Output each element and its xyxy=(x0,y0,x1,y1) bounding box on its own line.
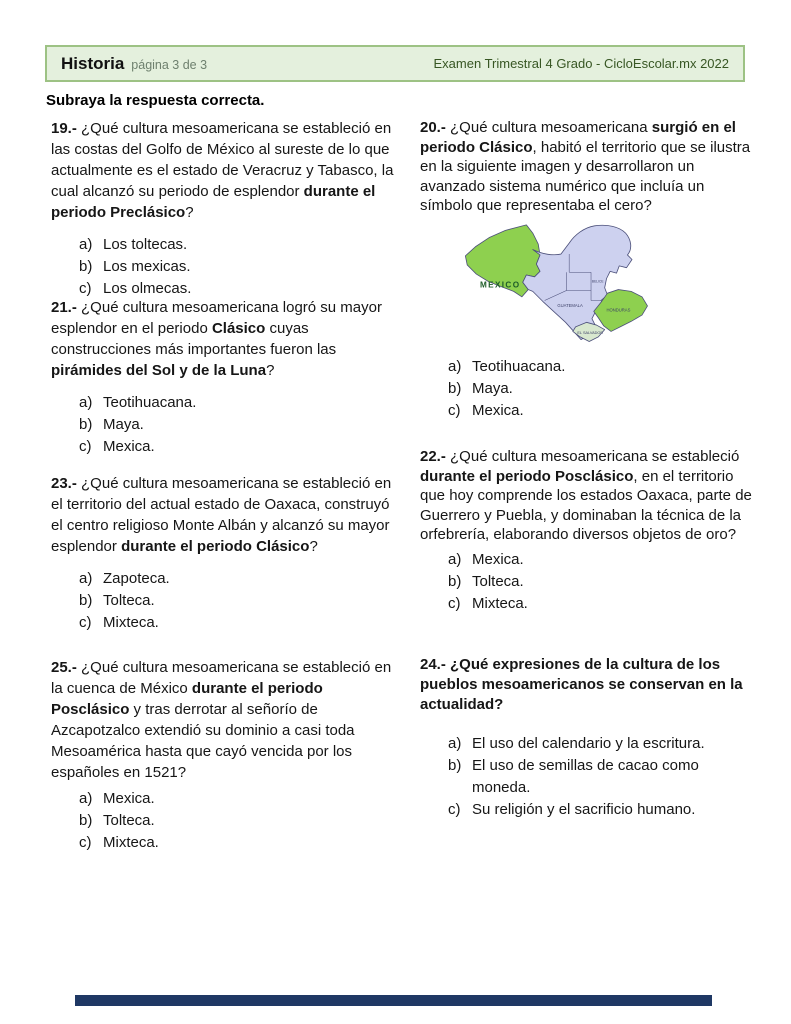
question-25 xyxy=(51,657,403,854)
option-text: Los mexicas. xyxy=(103,258,191,275)
option-letter: b) xyxy=(79,258,93,275)
option-letter: b) xyxy=(79,592,93,609)
question-22-option-a[interactable] xyxy=(448,549,752,571)
question-21-option-c[interactable] xyxy=(79,436,403,458)
option-text: Su religión y el sacrificio humano. xyxy=(472,801,696,818)
option-letter: a) xyxy=(79,570,93,587)
question-22-options xyxy=(420,549,752,615)
option-letter: c) xyxy=(79,438,92,455)
question-20-option-a[interactable] xyxy=(448,356,752,378)
question-22-text: 22.- ¿Qué cultura mesoamericana se estableció durante el periodo Posclásico, en el territorio que hoy comprende los estados Oaxaca, parte de Guerrero y Puebla, y dominaban la técnica de la orfebrería, elaborando diversos objetos de oro? xyxy=(420,448,752,543)
option-text: Teotihuacana. xyxy=(103,394,197,411)
option-letter: c) xyxy=(448,401,461,419)
option-text: Mexica. xyxy=(472,401,524,419)
question-24 xyxy=(420,655,752,821)
mexico-label: MEXICO xyxy=(479,280,521,290)
question-19-option-a[interactable] xyxy=(79,234,403,256)
question-19-text: 19.- ¿Qué cultura mesoamericana se estableció en las costas del Golfo de México al sureste de lo que actualmente es el estado de Veracruz y Tabasco, la cual alcanzó su periodo de esplendor durante el periodo Preclásico? xyxy=(51,120,394,221)
question-21-text: 21.- ¿Qué cultura mesoamericana logró su mayor esplendor en el periodo Clásico cuyas construcciones más importantes fueron las pirámides del Sol y de la Luna? xyxy=(51,299,382,379)
question-21-options xyxy=(51,392,403,458)
question-21-option-b[interactable] xyxy=(79,414,403,436)
question-25-options xyxy=(51,788,403,854)
option-letter: b) xyxy=(448,379,462,397)
question-20-option-b[interactable] xyxy=(448,378,752,400)
option-letter: a) xyxy=(448,357,462,375)
option-text: Maya. xyxy=(472,379,513,397)
question-23-options xyxy=(51,568,403,634)
option-text: Mixteca. xyxy=(472,594,528,612)
question-20-option-c[interactable] xyxy=(448,400,752,422)
question-24-option-a[interactable] xyxy=(448,733,752,755)
option-letter: b) xyxy=(79,416,93,433)
option-text: Los olmecas. xyxy=(103,280,192,297)
subject-title: Historia xyxy=(61,53,125,73)
option-text: El uso de semillas de cacao como moneda. xyxy=(472,757,699,796)
question-25-option-b[interactable] xyxy=(79,810,403,832)
question-22-option-b[interactable] xyxy=(448,571,752,593)
question-20-options xyxy=(420,356,752,422)
question-21-option-a[interactable] xyxy=(79,392,403,414)
header-left xyxy=(61,54,207,74)
option-letter: c) xyxy=(79,280,92,297)
question-21 xyxy=(51,297,403,458)
option-letter: b) xyxy=(448,757,462,774)
option-text: Teotihuacana. xyxy=(472,357,566,375)
question-23-text: 23.- ¿Qué cultura mesoamericana se estableció en el territorio del actual estado de Oaxaca, construyó el centro religioso Monte Albán y alcanzó su mayor esplendor durante el periodo Clásico? xyxy=(51,475,392,555)
question-24-options xyxy=(420,733,752,821)
question-19-options xyxy=(51,234,403,300)
question-23 xyxy=(51,473,403,634)
question-19-option-b[interactable] xyxy=(79,256,403,278)
option-text: Mexica. xyxy=(103,438,155,455)
question-24-text: 24.- ¿Qué expresiones de la cultura de los pueblos mesoamericanos se conservan en la actualidad? xyxy=(420,656,743,713)
question-20-text: 20.- ¿Qué cultura mesoamericana surgió en el periodo Clásico, habitó el territorio que se ilustra en la siguiente imagen y desarrollaron un avanzado sistema numérico que incluía un símbolo que representaba el cero? xyxy=(420,119,751,214)
question-25-option-c[interactable] xyxy=(79,832,403,854)
exam-title: Examen Trimestral 4 Grado - CicloEscolar.mx 2022 xyxy=(433,56,729,71)
question-25-text: 25.- ¿Qué cultura mesoamericana se estableció en la cuenca de México durante el periodo Posclásico y tras derrotar al señorío de Azcapotzalco extendió su dominio a casi toda Mesoamérica hasta que cayó vencida por los españoles en 1521? xyxy=(51,659,392,781)
option-letter: c) xyxy=(448,801,461,818)
option-text: Tolteca. xyxy=(103,592,155,609)
option-text: Mixteca. xyxy=(103,834,159,851)
question-23-option-a[interactable] xyxy=(79,568,403,590)
page-number: página 3 de 3 xyxy=(131,57,208,72)
option-letter: a) xyxy=(79,236,93,253)
footer-bar xyxy=(75,995,712,1006)
question-24-option-c[interactable] xyxy=(448,799,752,821)
el-salvador-label: EL SALVADOR xyxy=(577,330,604,335)
option-letter: c) xyxy=(79,834,92,851)
option-letter: a) xyxy=(448,735,462,752)
option-letter: b) xyxy=(448,572,462,590)
option-text: Tolteca. xyxy=(103,812,155,829)
option-text: Tolteca. xyxy=(472,572,524,590)
question-22-option-c[interactable] xyxy=(448,593,752,615)
option-text: Zapoteca. xyxy=(103,570,170,587)
question-19 xyxy=(51,118,403,300)
option-letter: c) xyxy=(448,594,461,612)
question-22 xyxy=(420,447,752,615)
belize-label: BELICE xyxy=(591,278,604,283)
option-text: El uso del calendario y la escritura. xyxy=(472,735,705,752)
option-letter: a) xyxy=(79,790,93,807)
option-text: Maya. xyxy=(103,416,144,433)
option-letter: a) xyxy=(448,550,462,568)
instruction-text: Subraya la respuesta correcta. xyxy=(46,92,265,109)
option-text: Mexica. xyxy=(472,550,524,568)
option-letter: a) xyxy=(79,394,93,411)
question-23-option-b[interactable] xyxy=(79,590,403,612)
honduras-label: HONDURAS xyxy=(606,306,631,312)
option-text: Mixteca. xyxy=(103,614,159,631)
option-text: Mexica. xyxy=(103,790,155,807)
option-text: Los toltecas. xyxy=(103,236,188,253)
question-20 xyxy=(420,118,752,422)
question-24-option-b[interactable] xyxy=(448,755,752,799)
option-letter: c) xyxy=(79,614,92,631)
question-23-option-c[interactable] xyxy=(79,612,403,634)
option-letter: b) xyxy=(79,812,93,829)
guatemala-label: GUATEMALA xyxy=(557,302,583,308)
page-header xyxy=(45,45,745,82)
maya-territory-map xyxy=(438,224,704,346)
question-25-option-a[interactable] xyxy=(79,788,403,810)
